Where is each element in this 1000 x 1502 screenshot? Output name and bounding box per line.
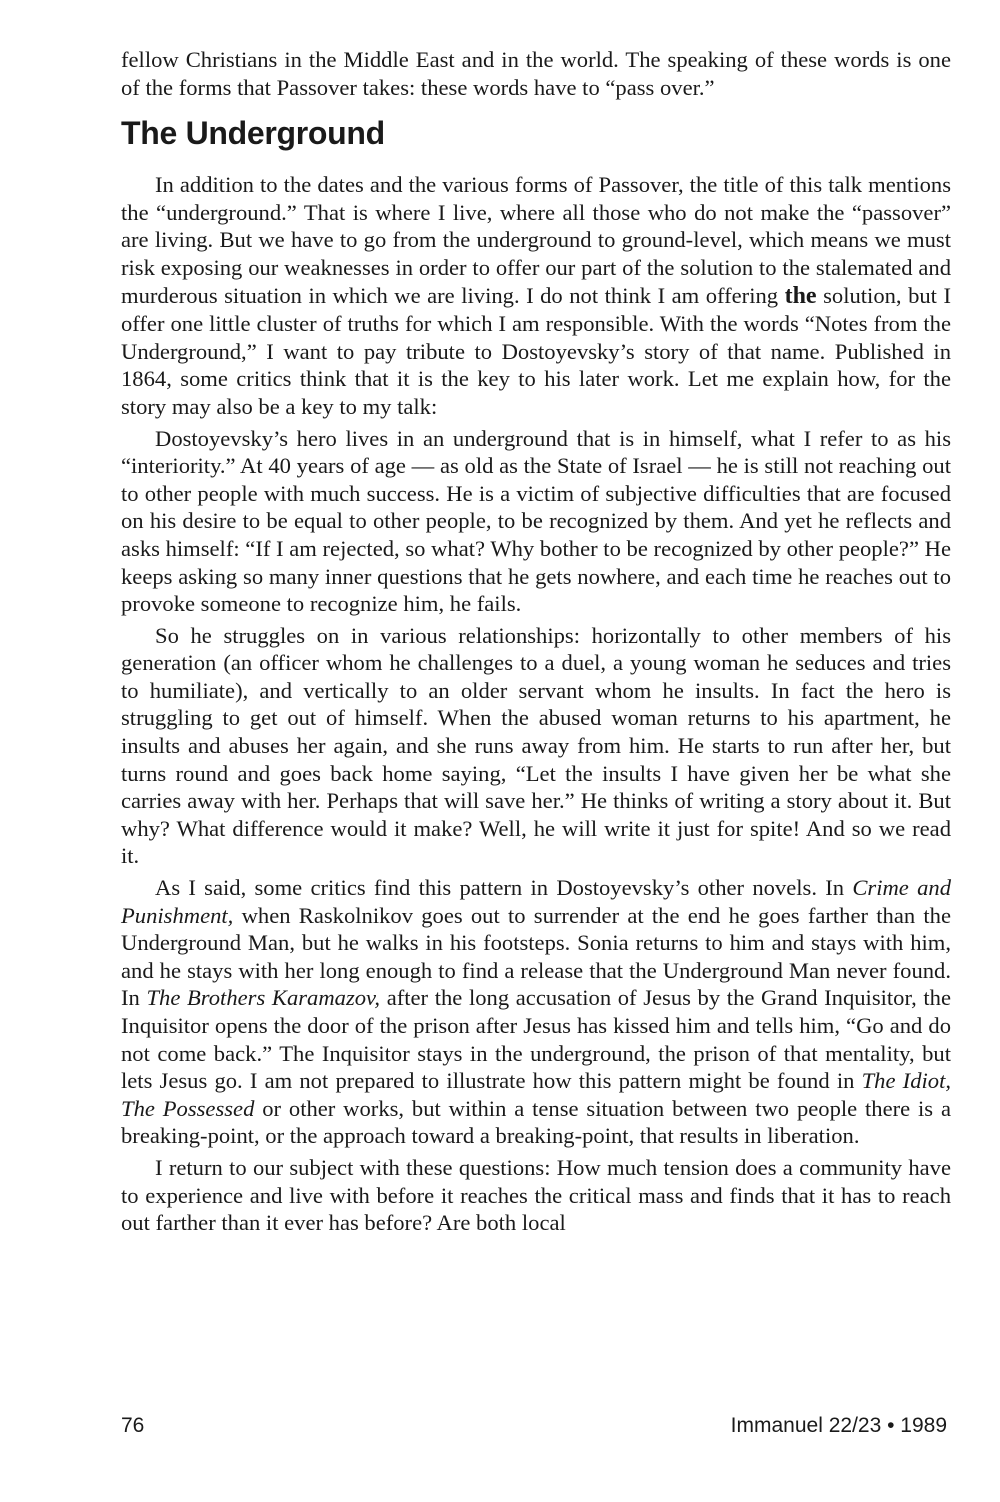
- title-crime-and-punishment: Crime and Punishment,: [121, 875, 951, 928]
- paragraph-1-part-b: solution, but I offer one little cluster of truths for which I am responsible. With the words “Notes from the Underground,” I want to pay tribute to Dostoyevsky’s story of that name. Published in 1864, some critics think that it is the key to his later work. Let me explain how, for the story may also be a key to my talk:: [121, 282, 951, 419]
- page-number: 76: [121, 1414, 145, 1437]
- paragraph-3: So he struggles on in various relationships: horizontally to other members of his generation (an officer whom he challenges to a duel, a young woman he seduces and tries to humiliate), and vertically to an older servant whom he insults. In fact the hero is struggling to get out of himself. When the abused woman returns to his apartment, he insults and abuses her again, and she runs away from him. He starts to run after her, but turns round and goes back home saying, “Let the insults I have given her be what she carries away with her. Perhaps that will save her.” He thinks of writing a story about it. But why? What difference would it make? Well, he will write it just for spite! And so we read it.: [121, 622, 951, 869]
- intro-paragraph: fellow Christians in the Middle East and in the world. The speaking of these words is one of the forms that Passover takes: these words have to “pass over.”: [121, 47, 951, 100]
- paragraph-5: I return to our subject with these questions: How much tension does a community have to experience and live with before it reaches the critical mass and finds that it has to reach out farther than it ever has before? Are both local: [121, 1154, 951, 1236]
- paragraph-4-part-a: As I said, some critics find this pattern in Dostoyevsky’s other novels. In: [155, 875, 853, 901]
- journal-citation: Immanuel 22/23 • 1989: [730, 1414, 947, 1437]
- paragraph-4: [121, 874, 951, 1150]
- title-idiot-possessed: The Idiot, The Possessed: [121, 1068, 951, 1121]
- paragraph-1-bold: the: [784, 282, 817, 309]
- paragraph-4-part-b: when Raskolnikov goes out to surrender at the end he goes farther than the Underground Man, but he walks in his footsteps. Sonia returns to him and stays with him, and he stays with her long enough to find a release that the Underground Man never found. In: [121, 902, 951, 1011]
- paragraph-4-part-d: or other works, but within a tense situation between two people there is a breaking-point, or the approach toward a breaking-point, that results in liberation.: [121, 1095, 951, 1149]
- section-heading: The Underground: [121, 115, 385, 152]
- page-footer: [121, 1414, 947, 1438]
- paragraph-4-part-c: after the long accusation of Jesus by the Grand Inquisitor, the Inquisitor opens the door of the prison after Jesus has kissed him and tells him, “Go and do not come back.” The Inquisitor stays in the underground, the prison of that mentality, but lets Jesus go. I am not prepared to illustrate how this pattern might be found in: [121, 985, 951, 1094]
- paragraph-1: [121, 171, 951, 420]
- page-body: [121, 46, 951, 1237]
- title-brothers-karamazov: The Brothers Karamazov,: [146, 985, 381, 1011]
- paragraph-1-part-a: In addition to the dates and the various forms of Passover, the title of this talk mentions the “underground.” That is where I live, where all those who do not make the “passover” are living. But we have to go from the underground to ground-level, which means we must risk exposing our weaknesses in order to offer our part of the solution to the stalemated and murderous situation in which we are living. I do not think I am offering: [121, 172, 951, 308]
- paragraph-2: Dostoyevsky’s hero lives in an underground that is in himself, what I refer to as his “interiority.” At 40 years of age — as old as the State of Israel — he is still not reaching out to other people with much success. He is a victim of subjective difficulties that are focused on his desire to be equal to other people, to be recognized by them. And yet he reflects and asks himself: “If I am rejected, so what? Why bother to be recognized by other people?” He keeps asking so many inner questions that he gets nowhere, and each time he reaches out to provoke someone to recognize him, he fails.: [121, 425, 951, 617]
